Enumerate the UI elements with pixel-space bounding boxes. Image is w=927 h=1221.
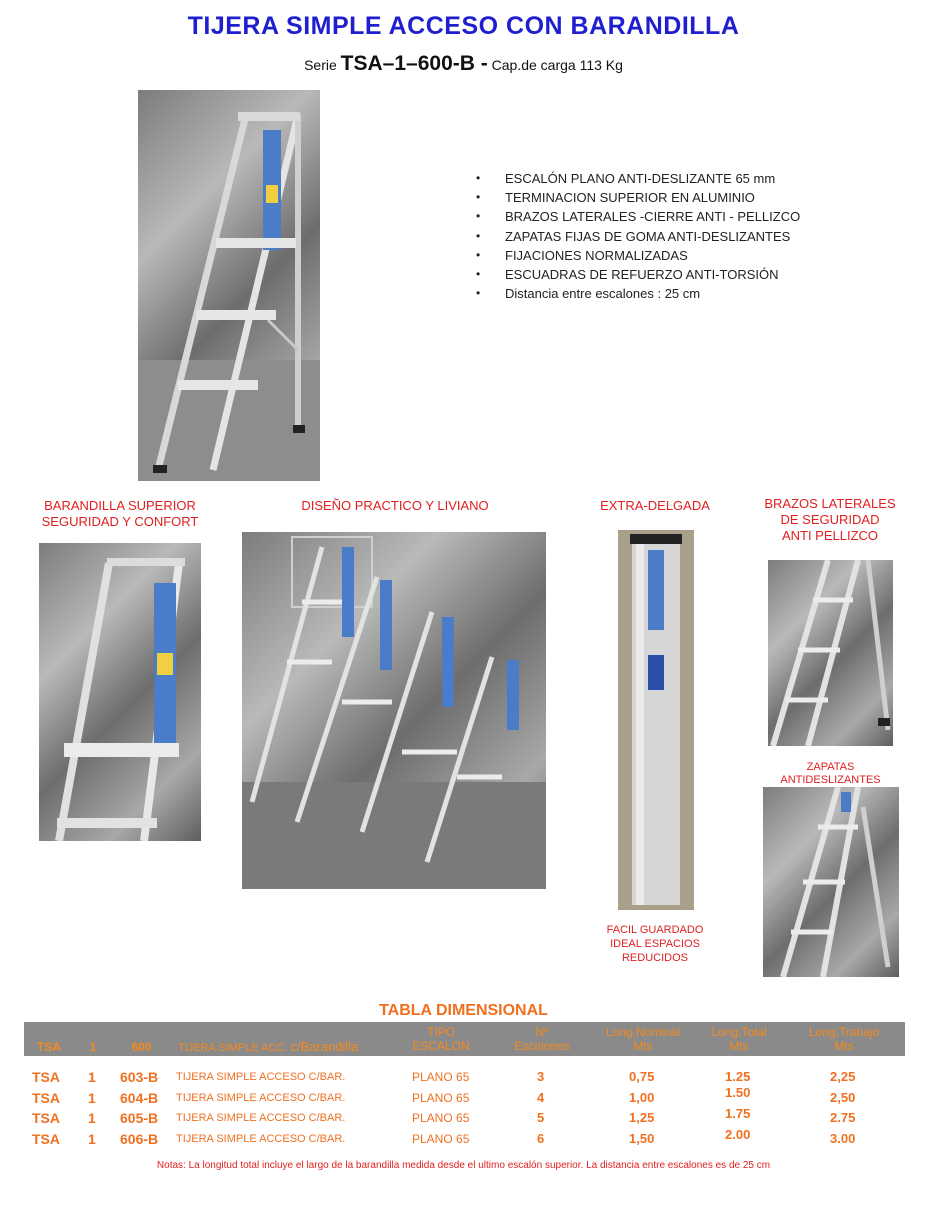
th-nominal: Long.Nominal Mts (605, 1025, 681, 1053)
feature-item: • TERMINACION SUPERIOR EN ALUMINIO (476, 188, 800, 207)
table-header (24, 1022, 905, 1056)
feature-list (476, 169, 800, 303)
table-title: TABLA DIMENSIONAL (379, 1002, 548, 1019)
main-ladder-photo (138, 90, 320, 481)
zapatas-photo (763, 787, 899, 977)
page-title: TIJERA SIMPLE ACCESO CON BARANDILLA (187, 12, 740, 40)
th-six: 600 (131, 1040, 152, 1054)
diseno-photo (242, 532, 546, 889)
table-row: TSA 1 603-B TIJERA SIMPLE ACCESO C/BAR. PLANO 65 3 0,75 1.25 2,25 (32, 1069, 856, 1085)
feature-item: • BRAZOS LATERALES -CIERRE ANTI - PELLIZCO (476, 207, 800, 226)
caption-zapatas: ZAPATAS ANTIDESLIZANTES (780, 761, 881, 786)
caption-guardado: FACIL GUARDADO IDEAL ESPACIOS REDUCIDOS (606, 924, 704, 964)
th-trabajo: Long.Trabajo Mts (808, 1025, 880, 1053)
th-tipo: TIPO ESCALON (412, 1025, 470, 1053)
caption-brazos: BRAZOS LATERALES DE SEGURIDAD ANTI PELLIZCO (764, 496, 896, 543)
feature-item: • ESCALÓN PLANO ANTI-DESLIZANTE 65 mm (476, 169, 800, 188)
capacity-label: Cap.de carga 113 Kg (491, 57, 623, 73)
th-total: Long.Total Mts (711, 1025, 767, 1053)
table-note: Notas: La longitud total incluye el largo de la barandilla medida desde el ultimo escalón superior. La distancia entre escalones es de 25 cm (156, 1160, 771, 1171)
caption-barandilla: BARANDILLA SUPERIOR SEGURIDAD Y CONFORT (41, 498, 199, 529)
th-one: 1 (89, 1040, 97, 1054)
model-code: TSA–1–600-B - (340, 52, 488, 75)
table-row: TSA 1 605-B TIJERA SIMPLE ACCESO C/BAR. PLANO 65 5 1,25 1.75 2.75 (32, 1106, 856, 1126)
caption-extra: EXTRA-DELGADA (600, 498, 710, 513)
caption-diseno: DISEÑO PRACTICO Y LIVIANO (301, 498, 489, 513)
page-subtitle (0, 52, 927, 76)
extra-delgada-photo (618, 530, 694, 910)
feature-item: • ESCUADRAS DE REFUERZO ANTI-TORSIÓN (476, 265, 800, 284)
brazos-photo (768, 560, 893, 746)
th-num: Nº Escalones (514, 1025, 570, 1053)
th-tsa: TSA (37, 1040, 61, 1054)
table-row: TSA 1 606-B TIJERA SIMPLE ACCESO C/BAR. PLANO 65 6 1,50 2.00 3.00 (32, 1127, 856, 1147)
feature-item: • ZAPATAS FIJAS DE GOMA ANTI-DESLIZANTES (476, 227, 800, 246)
serie-label: Serie (304, 57, 337, 73)
th-desc: TIJERA SIMPLE ACC. c/Barandilla (178, 1039, 359, 1054)
feature-item: • Distancia entre escalones : 25 cm (476, 284, 800, 303)
barandilla-photo (39, 543, 201, 841)
feature-item: • FIJACIONES NORMALIZADAS (476, 246, 800, 265)
table-row: TSA 1 604-B TIJERA SIMPLE ACCESO C/BAR. PLANO 65 4 1,00 1.50 2,50 (32, 1085, 856, 1106)
